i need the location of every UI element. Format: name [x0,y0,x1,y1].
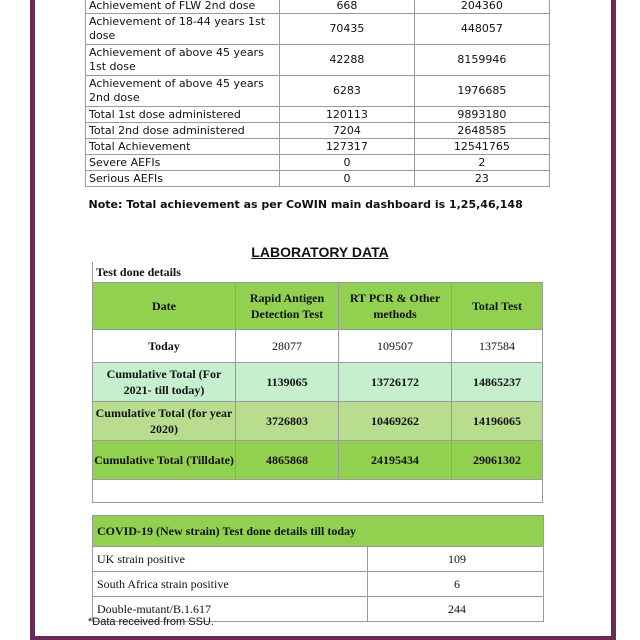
column-header: RT PCR & Other methods [339,283,452,330]
row-label: Total 1st dose administered [86,107,280,123]
total-value: 29061302 [452,441,543,480]
today-value: 7204 [280,123,415,139]
strain-value: 6 [368,572,544,597]
column-header: Total Test [452,283,543,330]
row-label: UK strain positive [93,547,368,572]
page-frame-bottom [30,636,616,640]
row-label: Cumulative Total (For 2021- till today) [93,363,236,402]
strain-value: 244 [368,597,544,622]
rtpcr-value: 109507 [339,330,452,363]
table-row [93,330,543,363]
table-row [93,547,544,572]
dashboard-note: Note: Total achievement as per CoWIN main dashboard is 1,25,46,148 [86,187,550,218]
table-row [86,123,550,139]
table-row [86,155,550,171]
table-caption-row [93,262,543,283]
note-row [86,187,550,218]
table-row [86,171,550,187]
total-value: 14196065 [452,402,543,441]
table-row [86,76,550,107]
blank-cell [93,480,543,503]
table-row [86,139,550,155]
laboratory-title [0,244,640,260]
rtpcr-value: 13726172 [339,363,452,402]
laboratory-table [92,262,543,503]
today-value: 127317 [280,139,415,155]
table-row [86,0,550,14]
row-label: Achievement of above 45 years 1st dose [86,45,280,76]
today-value: 120113 [280,107,415,123]
rtpcr-value: 24195434 [339,441,452,480]
today-value: 70435 [280,14,415,45]
today-value: 42288 [280,45,415,76]
rat-value: 4865868 [236,441,339,480]
vaccination-table [85,0,550,217]
total-value: 14865237 [452,363,543,402]
table-row [86,45,550,76]
total-value: 23 [414,171,549,187]
today-value: 0 [280,155,415,171]
table-row [86,14,550,45]
column-header: Rapid Antigen Detection Test [236,283,339,330]
table-row [93,572,544,597]
blank-row [93,480,543,503]
table-row [86,107,550,123]
row-label: Cumulative Total (Tilldate) [93,441,236,480]
row-label: South Africa strain positive [93,572,368,597]
table-header-row [93,283,543,330]
total-value: 12541765 [414,139,549,155]
row-label: Today [93,330,236,363]
footnote: *Data received from SSU. [88,616,214,628]
rat-value: 28077 [236,330,339,363]
table-caption: Test done details [93,262,543,283]
row-label: Achievement of FLW 2nd dose [86,0,280,14]
total-value: 2648585 [414,123,549,139]
total-value: 204360 [414,0,549,14]
row-label: Cumulative Total (for year 2020) [93,402,236,441]
rtpcr-value: 10469262 [339,402,452,441]
laboratory-title-text: LABORATORY DATA [251,244,389,260]
rat-value: 3726803 [236,402,339,441]
today-value: 0 [280,171,415,187]
table-row [93,441,543,480]
total-value: 2 [414,155,549,171]
rat-value: 1139065 [236,363,339,402]
page-frame-right [611,0,616,640]
row-label: Achievement of above 45 years 2nd dose [86,76,280,107]
row-label: Achievement of 18-44 years 1st dose [86,14,280,45]
table-row [93,402,543,441]
column-header: Date [93,283,236,330]
row-label: Double-mutant/B.1.617 [93,597,368,622]
total-value: 137584 [452,330,543,363]
strain-value: 109 [368,547,544,572]
row-label: Total 2nd dose administered [86,123,280,139]
total-value: 8159946 [414,45,549,76]
total-value: 448057 [414,14,549,45]
total-value: 1976685 [414,76,549,107]
today-value: 6283 [280,76,415,107]
table-header-row [93,516,544,547]
strain-table-title: COVID-19 (New strain) Test done details till today [93,516,544,547]
table-row [93,363,543,402]
today-value: 668 [280,0,415,14]
row-label: Total Achievement [86,139,280,155]
total-value: 9893180 [414,107,549,123]
row-label: Severe AEFIs [86,155,280,171]
strain-table [92,515,544,622]
page-frame-left [30,0,35,640]
row-label: Serious AEFIs [86,171,280,187]
